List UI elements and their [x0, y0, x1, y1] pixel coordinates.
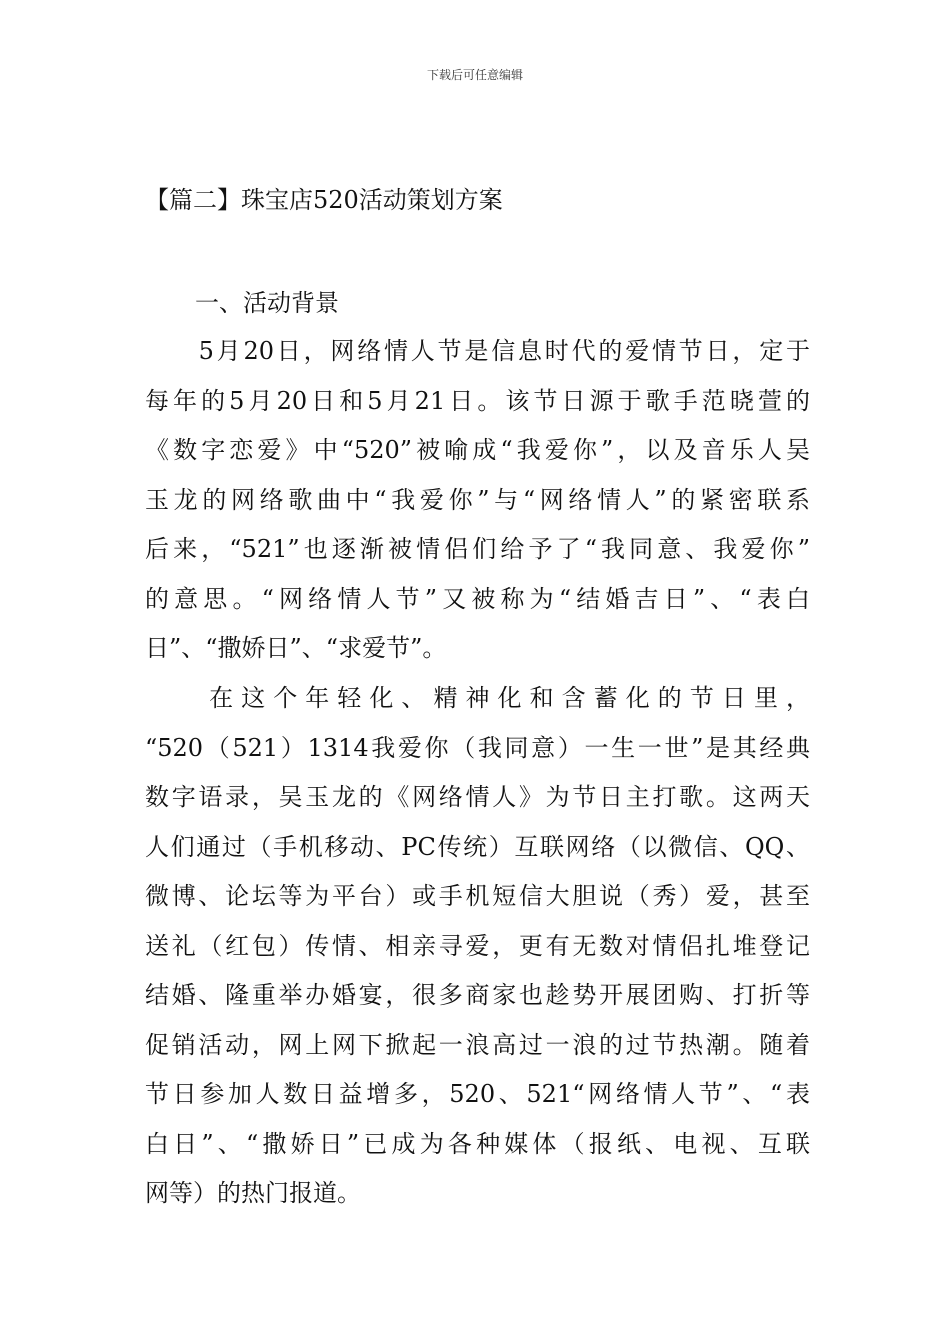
page-header-note: 下载后可任意编辑: [426, 68, 523, 82]
paragraph-line: 送礼（红包）传情、相亲寻爱，更有无数对情侣扎堆登记: [145, 931, 810, 960]
paragraph-line: 在这个年轻化、精神化和含蓄化的节日里，: [145, 684, 810, 712]
paragraph-line: 微博、论坛等为平台）或手机短信大胆说（秀）爱，甚至: [145, 882, 810, 910]
paragraph-line: 的意思。“网络情人节”又被称为“结婚吉日”、“表白: [145, 584, 810, 613]
section-heading: 一、活动背景: [195, 289, 339, 317]
paragraph-line: 促销活动，网上网下掀起一浪高过一浪的过节热潮。随着: [145, 1030, 810, 1059]
document-title: 【篇二】珠宝店520活动策划方案: [145, 186, 503, 214]
paragraph-line: 后来，“521”也逐渐被情侣们给予了“我同意、我爱你”: [145, 535, 810, 563]
paragraph-line: 网等）的热门报道。: [145, 1179, 361, 1207]
paragraph-line: 数字语录，吴玉龙的《网络情人》为节日主打歌。这两天: [145, 783, 810, 811]
paragraph-line: 玉龙的网络歌曲中“我爱你”与“网络情人”的紧密联系: [145, 485, 810, 514]
paragraph-background-2: [145, 674, 810, 1219]
paragraph-line: 节日参加人数日益增多，520、521“网络情人节”、“表: [145, 1080, 810, 1108]
paragraph-line: 人们通过（手机移动、PC传统）互联网络（以微信、QQ、: [145, 832, 810, 861]
paragraph-line: “520（521）1314我爱你（我同意）一生一世”是其经典: [145, 733, 810, 762]
paragraph-line: 白日”、“撒娇日”已成为各种媒体（报纸、电视、互联: [145, 1129, 810, 1158]
paragraph-line: 结婚、隆重举办婚宴，很多商家也趁势开展团购、打折等: [145, 981, 810, 1009]
paragraph-line: 《数字恋爱》中“520”被喻成“我爱你”，以及音乐人吴: [145, 436, 810, 464]
paragraph-line: 5月20日，网络情人节是信息时代的爱情节日，定于: [145, 337, 810, 365]
paragraph-line: 每年的5月20日和5月21日。该节日源于歌手范晓萱的: [145, 386, 810, 415]
paragraph-line: 日”、“撒娇日”、“求爱节”。: [145, 634, 447, 662]
paragraph-background-1: [145, 327, 810, 674]
